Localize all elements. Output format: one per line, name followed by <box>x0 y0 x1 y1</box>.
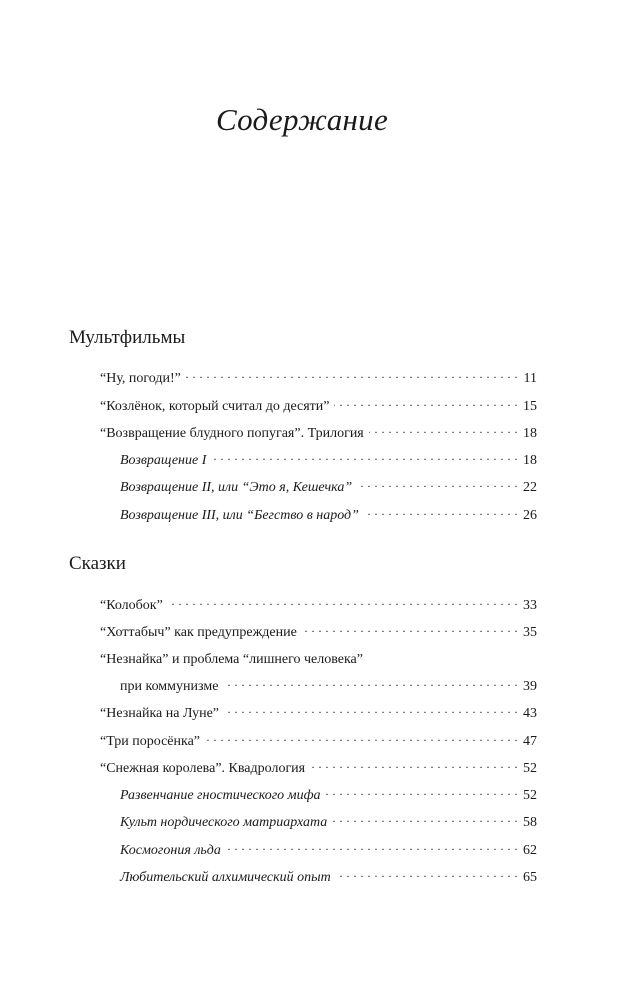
dot-leader <box>326 785 518 799</box>
toc-subentry[interactable] <box>120 450 537 472</box>
section-heading-fairy-tales: Сказки <box>69 553 126 574</box>
toc-entry-label: “Незнайка” и проблема “лишнего человека” <box>100 652 363 667</box>
toc-entry-page: 58 <box>523 815 537 830</box>
toc-subentry[interactable] <box>120 505 537 527</box>
toc-entry-label: “Возвращение блудного попугая”. Трилогия <box>100 426 364 441</box>
toc-entry-page: 35 <box>523 625 537 640</box>
dot-leader <box>302 622 518 636</box>
toc-entry[interactable] <box>100 396 537 418</box>
toc-entry-label: “Незнайка на Луне” <box>100 706 220 721</box>
toc-subentry[interactable] <box>120 785 537 807</box>
section-heading-cartoons: Мультфильмы <box>69 327 186 348</box>
dot-leader <box>357 477 518 491</box>
toc-entry-label: при коммунизме <box>120 679 219 694</box>
toc-entry[interactable] <box>100 595 537 617</box>
toc-entry-label: Развенчание гностического мифа <box>120 788 321 803</box>
toc-entry-label: Культ нордического матриархата <box>120 815 328 830</box>
toc-entry-page: 39 <box>523 679 537 694</box>
toc-entry[interactable] <box>100 622 537 644</box>
dot-leader <box>224 703 518 717</box>
toc-entry[interactable] <box>100 423 537 445</box>
toc-entry-label: Возвращение I <box>120 453 207 468</box>
dot-leader <box>310 758 518 772</box>
toc-subentry[interactable] <box>120 867 537 889</box>
toc-entry-label: “Ну, погоди!” <box>100 371 181 386</box>
dot-leader <box>336 867 518 881</box>
dot-leader <box>168 595 518 609</box>
dot-leader <box>205 731 518 745</box>
toc-entry[interactable] <box>100 731 537 753</box>
toc-entry-label: “Хоттабыч” как предупреждение <box>100 625 297 640</box>
page-title: Содержание <box>215 102 389 137</box>
toc-subentry[interactable] <box>120 477 537 499</box>
toc-entry[interactable] <box>100 758 537 780</box>
toc-entry-page: 62 <box>523 843 537 858</box>
toc-entry-page: 52 <box>523 788 537 803</box>
toc-entry-page: 65 <box>523 870 537 885</box>
toc-entry-label: “Три поросёнка” <box>100 734 201 749</box>
toc-entry-continuation[interactable] <box>120 676 537 698</box>
toc-entry[interactable] <box>100 368 537 390</box>
toc-entry-label: Возвращение II, или “Это я, Кешечка” <box>120 480 353 495</box>
toc-entry-page: 22 <box>523 480 537 495</box>
dot-leader <box>186 368 518 382</box>
toc-entry-page: 26 <box>523 508 537 523</box>
dot-leader <box>364 505 518 519</box>
toc-entry-label: Любительский алхимический опыт <box>120 870 331 885</box>
dot-leader <box>223 676 518 690</box>
toc-entry-first-line[interactable] <box>100 649 363 671</box>
toc-entry-page: 18 <box>523 426 537 441</box>
dot-leader <box>211 450 518 464</box>
toc-entry-page: 43 <box>523 706 537 721</box>
toc-entry-label: Возвращение III, или “Бегство в народ” <box>120 508 359 523</box>
dot-leader <box>369 423 518 437</box>
toc-entry-label: “Козлёнок, который считал до десяти” <box>100 399 330 414</box>
toc-entry-page: 15 <box>523 399 537 414</box>
toc-entry-label: Космогония льда <box>120 843 221 858</box>
toc-subentry[interactable] <box>120 812 537 834</box>
dot-leader <box>226 840 518 854</box>
dot-leader <box>334 396 518 410</box>
toc-entry-page: 33 <box>523 598 537 613</box>
toc-entry-page: 47 <box>523 734 537 749</box>
toc-entry[interactable] <box>100 703 537 725</box>
toc-entry-page: 52 <box>523 761 537 776</box>
toc-entry-page: 11 <box>523 371 537 386</box>
toc-subentry[interactable] <box>120 840 537 862</box>
toc-entry-label: “Снежная королева”. Квадрология <box>100 761 306 776</box>
toc-entry-label: “Колобок” <box>100 598 163 613</box>
toc-entry-page: 18 <box>523 453 537 468</box>
dot-leader <box>332 812 518 826</box>
